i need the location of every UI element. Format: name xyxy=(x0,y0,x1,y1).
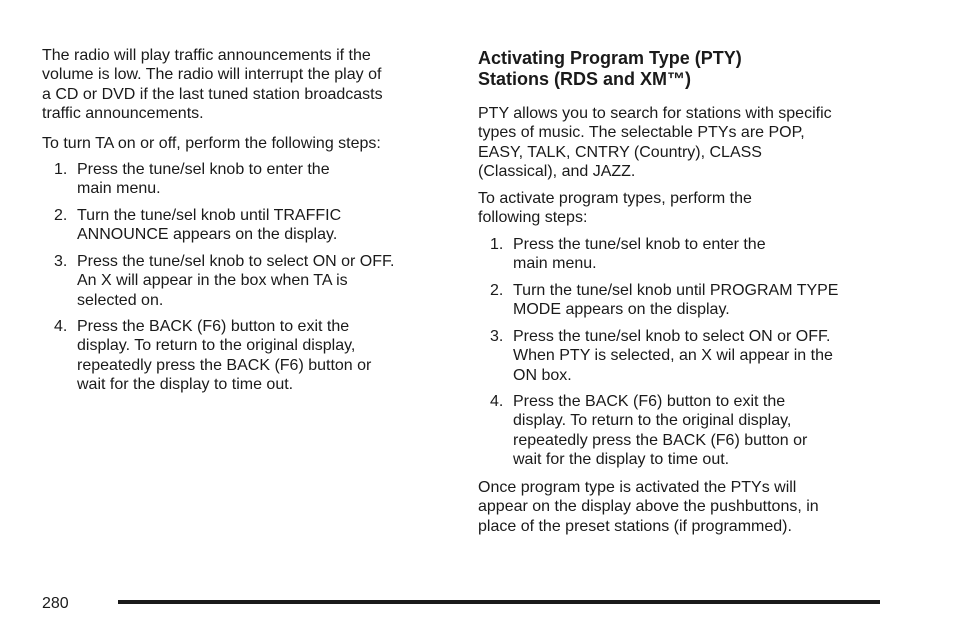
step-number: 2. xyxy=(54,207,68,224)
text-line: Press the tune/sel knob to enter the xyxy=(513,236,766,253)
text-line: PTY allows you to search for stations with specific xyxy=(478,105,832,122)
list-item xyxy=(42,252,394,310)
text-line: ON box. xyxy=(513,366,572,384)
text-line: When PTY is selected, an X wil appear in the xyxy=(513,347,833,365)
heading-line: Activating Program Type (PTY) xyxy=(478,48,742,68)
ta-intro-paragraph xyxy=(42,46,442,124)
text-line: Press the tune/sel knob to enter the xyxy=(77,161,330,178)
list-item xyxy=(478,392,807,470)
text-line: ANNOUNCE appears on the display. xyxy=(77,226,338,244)
list-item xyxy=(478,235,766,274)
text-line: The radio will play traffic announcements if the xyxy=(42,47,371,64)
step-number: 2. xyxy=(490,282,504,299)
text-line: display. To return to the original display, xyxy=(77,337,356,355)
text-line: display. To return to the original display, xyxy=(513,412,792,430)
list-item xyxy=(478,327,833,385)
text-line: To activate program types, perform the xyxy=(478,190,752,207)
ta-steps-intro: To turn TA on or off, perform the following steps: xyxy=(42,135,381,152)
pty-outro-paragraph xyxy=(478,478,898,536)
page-number: 280 xyxy=(42,595,69,612)
text-line: repeatedly press the BACK (F6) button or xyxy=(513,431,808,449)
list-item xyxy=(42,206,341,245)
list-item xyxy=(478,281,838,320)
text-line: wait for the display to time out. xyxy=(513,451,730,469)
text-line: Press the tune/sel knob to select ON or OFF. xyxy=(77,253,395,270)
text-line: An X will appear in the box when TA is xyxy=(77,272,348,290)
pty-steps-intro xyxy=(478,189,898,228)
heading-line: Stations (RDS and XM™) xyxy=(478,69,692,89)
footer-rule xyxy=(118,600,880,604)
step-number: 1. xyxy=(490,236,504,253)
text-line: Press the BACK (F6) button to exit the xyxy=(77,318,350,335)
text-line: wait for the display to time out. xyxy=(77,376,294,394)
text-line: Turn the tune/sel knob until TRAFFIC xyxy=(77,207,342,224)
text-line: appear on the display above the pushbuttons, in xyxy=(478,498,819,516)
text-line: main menu. xyxy=(513,255,597,273)
text-line: MODE appears on the display. xyxy=(513,301,730,319)
text-line: following steps: xyxy=(478,209,588,227)
text-line: Press the BACK (F6) button to exit the xyxy=(513,393,786,410)
step-number: 1. xyxy=(54,161,68,178)
step-number: 4. xyxy=(54,318,68,335)
text-line: traffic announcements. xyxy=(42,105,204,123)
text-line: Turn the tune/sel knob until PROGRAM TYPE xyxy=(513,282,839,299)
list-item xyxy=(42,160,330,199)
section-heading xyxy=(478,48,898,90)
text-line: main menu. xyxy=(77,180,161,198)
text-line: selected on. xyxy=(77,291,164,309)
step-number: 3. xyxy=(54,253,68,270)
text-line: volume is low. The radio will interrupt the play of xyxy=(42,66,382,84)
step-number: 3. xyxy=(490,328,504,345)
text-line: types of music. The selectable PTYs are POP, xyxy=(478,124,805,142)
text-line: (Classical), and JAZZ. xyxy=(478,163,636,181)
list-item xyxy=(42,317,371,395)
text-line: Once program type is activated the PTYs will xyxy=(478,479,797,496)
text-line: Press the tune/sel knob to select ON or OFF. xyxy=(513,328,831,345)
text-line: a CD or DVD if the last tuned station broadcasts xyxy=(42,85,383,103)
text-line: place of the preset stations (if programmed). xyxy=(478,517,792,535)
text-line: EASY, TALK, CNTRY (Country), CLASS xyxy=(478,143,762,161)
pty-intro-paragraph xyxy=(478,104,898,182)
step-number: 4. xyxy=(490,393,504,410)
text-line: repeatedly press the BACK (F6) button or xyxy=(77,356,372,374)
